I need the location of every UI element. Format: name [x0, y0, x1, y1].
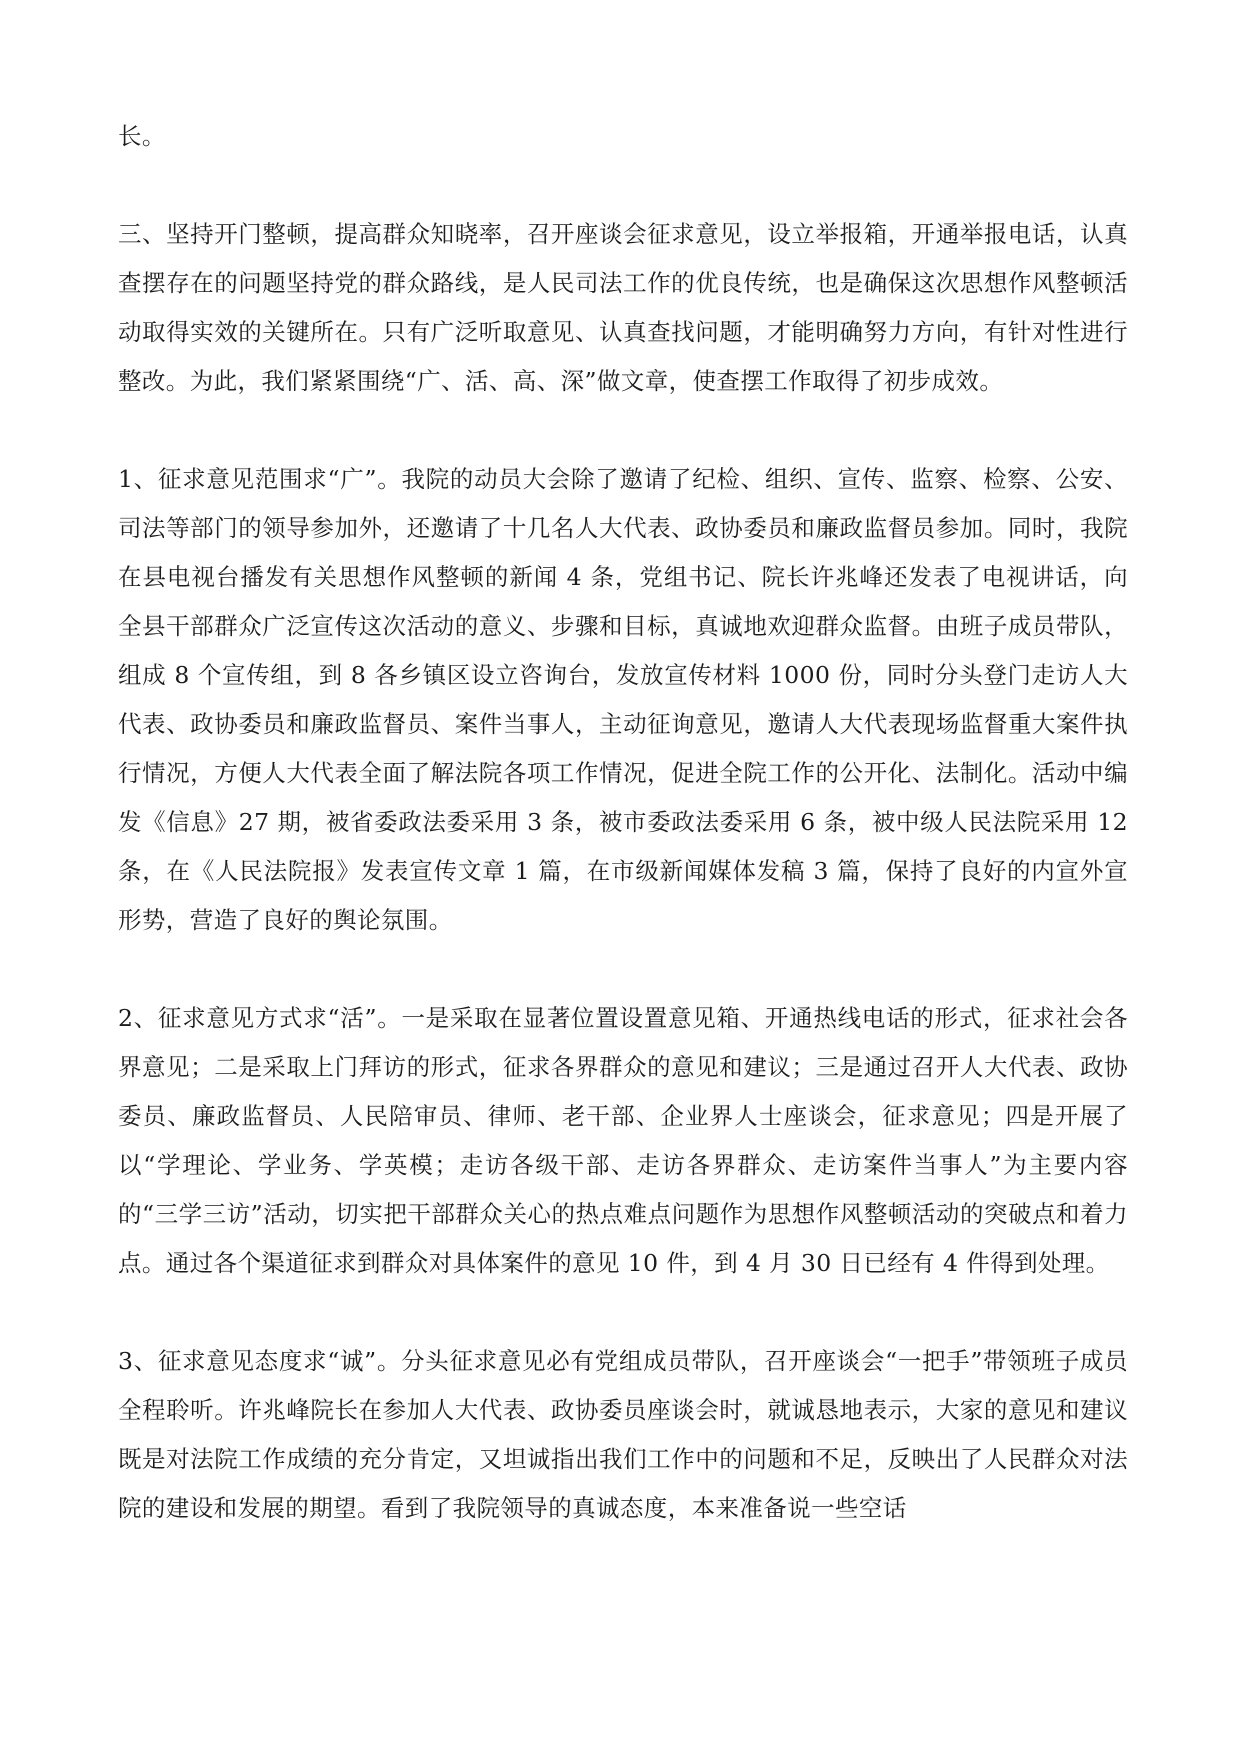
paragraph-item-three: 3、征求意见态度求“诚”。分头征求意见必有党组成员带队，召开座谈会“一把手”带领班子成员全程聆听。许兆峰院长在参加人大代表、政协委员座谈会时，就诚恳地表示，大家的意见和建议既是对法院工作成绩的充分肯定，又坦诚指出我们工作中的问题和不足，反映出了人民群众对法院的建设和发展的期望。看到了我院领导的真诚态度，本来准备说一些空话	[118, 1347, 1128, 1522]
paragraph-item-two: 2、征求意见方式求“活”。一是采取在显著位置设置意见箱、开通热线电话的形式，征求社会各界意见；二是采取上门拜访的形式，征求各界群众的意见和建议；三是通过召开人大代表、政协委员、廉政监督员、人民陪审员、律师、老干部、企业界人士座谈会，征求意见；四是开展了以“学理论、学业务、学英模；走访各级干部、走访各界群众、走访案件当事人”为主要内容的“三学三访”活动，切实把干部群众关心的热点难点问题作为思想作风整顿活动的突破点和着力点。通过各个渠道征求到群众对具体案件的意见 10 件，到 4 月 30 日已经有 4 件得到处理。	[118, 1004, 1128, 1277]
paragraph-continuation: 长。	[118, 122, 166, 150]
paragraph-item-one: 1、征求意见范围求“广”。我院的动员大会除了邀请了纪检、组织、宣传、监察、检察、公安、司法等部门的领导参加外，还邀请了十几名人大代表、政协委员和廉政监督员参加。同时，我院在县电视台播发有关思想作风整顿的新闻 4 条，党组书记、院长许兆峰还发表了电视讲话，向全县干部群众广泛宣传这次活动的意义、步骤和目标，真诚地欢迎群众监督。由班子成员带队，组成 8 个宣传组，到 8 各乡镇区设立咨询台，发放宣传材料 1000 份，同时分头登门走访人大代表、政协委员和廉政监督员、案件当事人，主动征询意见，邀请人大代表现场监督重大案件执行情况，方便人大代表全面了解法院各项工作情况，促进全院工作的公开化、法制化。活动中编发《信息》27 期，被省委政法委采用 3 条，被市委政法委采用 6 条，被中级人民法院采用 12 条，在《人民法院报》发表宣传文章 1 篇，在市级新闻媒体发稿 3 篇，保持了良好的内宣外宣形势，营造了良好的舆论氛围。	[118, 465, 1128, 934]
paragraph-section-three: 三、坚持开门整顿，提高群众知晓率，召开座谈会征求意见，设立举报箱，开通举报电话，认真查摆存在的问题坚持党的群众路线，是人民司法工作的优良传统，也是确保这次思想作风整顿活动取得实效的关键所在。只有广泛听取意见、认真查找问题，才能明确努力方向，有针对性进行整改。为此，我们紧紧围绕“广、活、高、深”做文章，使查摆工作取得了初步成效。	[118, 220, 1128, 395]
